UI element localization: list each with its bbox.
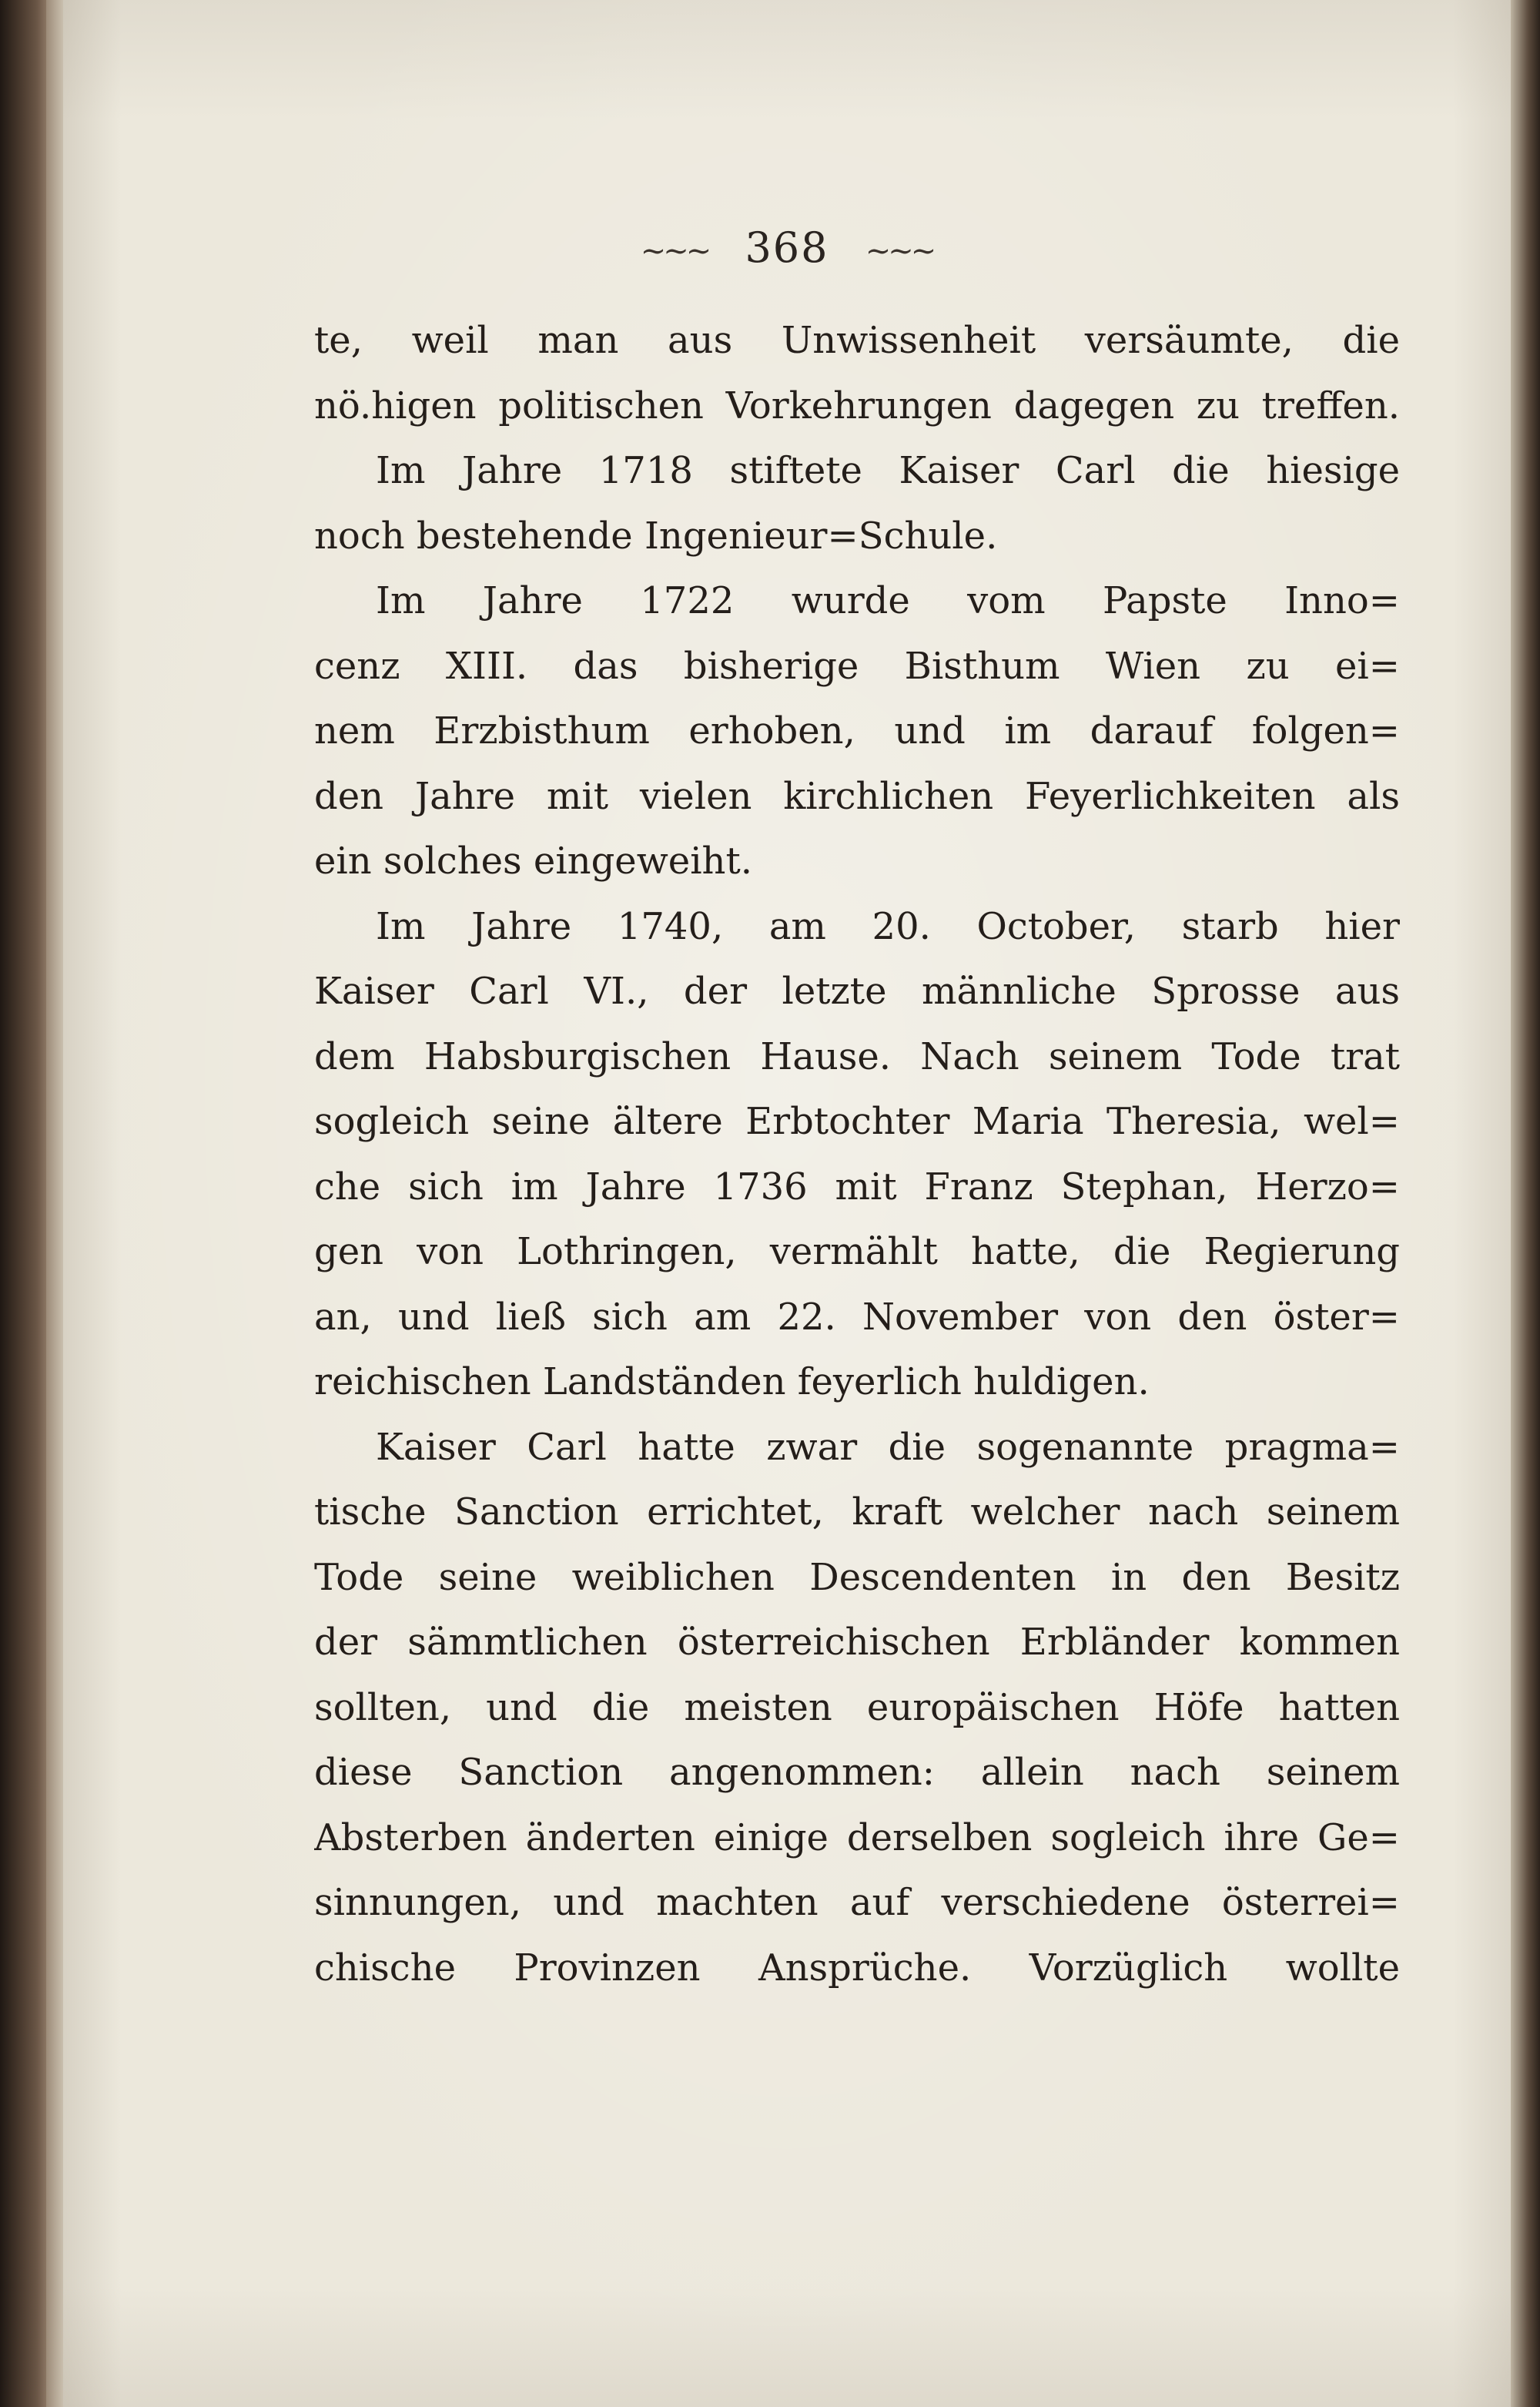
- text-line: den Jahre mit vielen kirchlichen Feyerlichkeiten als: [314, 774, 1400, 818]
- text-line: sinnungen, und machten auf verschiedene österrei=: [314, 1881, 1400, 1924]
- text-line: ein solches eingeweiht.: [314, 840, 753, 883]
- text-line: tische Sanction errichtet, kraft welcher nach seinem: [314, 1490, 1400, 1534]
- text-line: sollten, und die meisten europäischen Höfe hatten: [314, 1685, 1400, 1729]
- text-line: dem Habsburgischen Hause. Nach seinem Tode trat: [314, 1034, 1400, 1078]
- body-text: [314, 308, 1400, 2000]
- page-header: [63, 223, 1511, 272]
- text-line: Im Jahre 1722 wurde vom Papste Inno=: [376, 579, 1400, 622]
- text-line: te, weil man aus Unwissenheit versäumte, die: [314, 319, 1400, 362]
- text-line: gen von Lothringen, vermählt hatte, die Regierung: [314, 1230, 1400, 1273]
- scan-right-border: [1511, 0, 1540, 2407]
- text-line: Im Jahre 1740, am 20. October, starb hier: [376, 904, 1400, 948]
- text-line: cenz XIII. das bisherige Bisthum Wien zu ei=: [314, 644, 1400, 688]
- text-line: Absterben änderten einige derselben sogleich ihre Ge=: [314, 1815, 1400, 1859]
- text-line: Tode seine weiblichen Descendenten in den Besitz: [314, 1555, 1400, 1599]
- text-line: che sich im Jahre 1736 mit Franz Stephan, Herzo=: [314, 1165, 1400, 1209]
- text-line: sogleich seine ältere Erbtochter Maria Theresia, wel=: [314, 1100, 1400, 1143]
- text-line: Kaiser Carl VI., der letzte männliche Sprosse aus: [314, 970, 1400, 1013]
- book-spine-edge: [0, 0, 46, 2407]
- text-line: reichischen Landständen feyerlich huldigen.: [314, 1360, 1150, 1403]
- ornament-right: ~~~: [865, 233, 934, 269]
- page-gutter: [46, 0, 63, 2407]
- text-line: der sämmtlichen österreichischen Erbländer kommen: [314, 1621, 1400, 1664]
- page-number: 368: [745, 223, 829, 272]
- text-line: an, und ließ sich am 22. November von den öster=: [314, 1295, 1400, 1339]
- ornament-left: ~~~: [640, 233, 709, 269]
- text-line: nö.higen politischen Vorkehrungen dagegen zu treffen.: [314, 384, 1400, 427]
- text-line: noch bestehende Ingenieur=Schule.: [314, 514, 998, 558]
- text-line: Kaiser Carl hatte zwar die sogenannte pragma=: [376, 1425, 1400, 1469]
- text-line: chische Provinzen Ansprüche. Vorzüglich wollte: [314, 1946, 1400, 1990]
- text-line: nem Erzbisthum erhoben, und im darauf folgen=: [314, 709, 1400, 753]
- text-line: Im Jahre 1718 stiftete Kaiser Carl die hiesige: [376, 449, 1400, 492]
- text-line: diese Sanction angenommen: allein nach seinem: [314, 1751, 1400, 1794]
